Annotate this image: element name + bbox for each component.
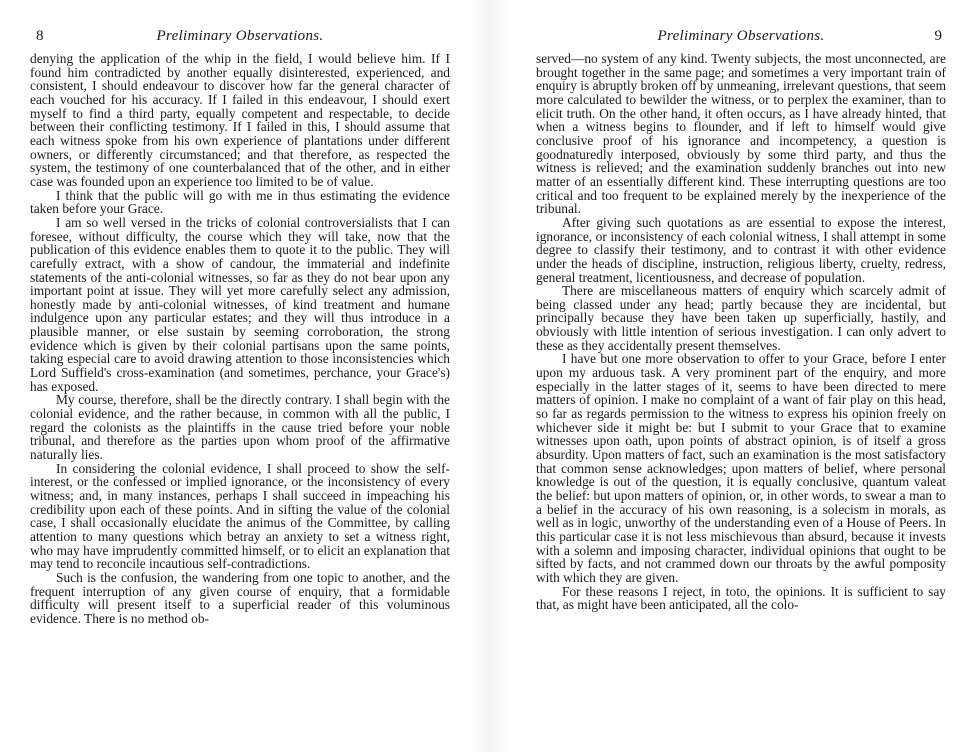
- paragraph: After giving such quotations as are essential to expose the interest, ignorance, or inconsistency of each colonial witness, I shall attempt in some degree to classify their testimony, and to contrast it with other evidence under the heads of discipline, instruction, religious liberty, cruelty, redress, general treatment, licentiousness, and decrease of population.: [536, 214, 946, 285]
- paragraph: My course, therefore, shall be the directly contrary. I shall begin with the colonial evidence, and the rather because, in common with all the public, I regard the colonists as the plaintiffs in the cause tried before your noble tribunal, and therefore as the parties upon whom proof of the affirmative naturally lies.: [30, 392, 450, 463]
- left-page-body: [30, 52, 450, 626]
- right-page: [536, 0, 946, 752]
- paragraph: Such is the confusion, the wandering from one topic to another, and the frequent interruption of any given course of enquiry, that a formidable difficulty will present itself to a superficial reader of this voluminous evidence. There is no method ob-: [30, 569, 450, 626]
- running-head: Preliminary Observations.: [657, 28, 825, 44]
- paragraph: I have but one more observation to offer to your Grace, before I enter upon my arduous task. A very prominent part of the enquiry, and more especially in the latter stages of it, seems to have been directed to mere matters of opinion. I make no complaint of a want of fair play on this head, so far as regards permission to the witness to express his opinion freely on whichever side it might be: but I submit to your Grace that to examine witnesses upon oath, upon points of abstract opinion, is of itself a gross absurdity. Upon matters of fact, such an examination is the most satisfactory that common sense acknowledges; upon matters of belief, where personal knowledge is out of the question, it is equally conclusive, quantum valeat the belief: but upon matters of opinion, or, in other words, to swear a man to a belief in the accuracy of his own reasoning, is a solecism in morals, as well as in logic, unworthy of the understanding even of a House of Peers. In this particular case it is not less mischievous than absurd, because it invests with a solemn and imposing character, individual opinions that ought to be sifted by facts, and not crammed down our throats by the awful pomposity with which they are given.: [536, 351, 946, 585]
- left-page: [30, 0, 450, 752]
- paragraph: denying the application of the whip in the field, I would believe him. If I found him contradicted by another equally disinterested, experienced, and consistent, I should endeavour to discover how far the general character of each vouched for his accuracy. If I failed in this endeavour, I should exert myself to find a third party, equally competent and respectable, to decide between their conflicting testimony. If I failed in this, I should assume that each witness spoke from his own experience of plantations under different owners, or differently circumstanced; and that therefore, as respected the system, the testimony of one counterbalanced that of the other, and in either case was founded upon an experience too limited to be of value.: [30, 51, 450, 189]
- paragraph: In considering the colonial evidence, I shall proceed to show the self-interest, or the confessed or implied ignorance, or the inconsistency of every witness; and, in many instances, perhaps I shall succeed in impeaching his credibility upon each of these points. And in sifting the value of the colonial case, I shall occasionally elucidate the animus of the Committee, by calling attention to many questions which betray an anxiety to set a witness right, who may have imprudently committed himself, or to elicit an explanation that may tend to reconcile incautious self-contradictions.: [30, 460, 450, 572]
- page-number: 9: [934, 28, 942, 44]
- right-page-header: [536, 28, 946, 52]
- paragraph: I am so well versed in the tricks of colonial controversialists that I can foresee, without difficulty, the course which they will take, now that the publication of this evidence enables them to quote it to the public. They will carefully extract, with a show of candour, the immaterial and indefinite statements of the anti-colonial witnesses, so far as they do not bear upon any important point at issue. They will yet more carefully select any admission, honestly made by anti-colonial witnesses, of kind treatment and humane indulgence upon any particular estates; and they will thus introduce in a plausible manner, or else sustain by seeming corroboration, the strong evidence which is given by their colonial partisans upon the same points, taking especial care to avoid drawing attention to those inconsistencies which Lord Suffield's cross-examination (and sometimes, perchance, your Grace's) has exposed.: [30, 214, 450, 394]
- paragraph: There are miscellaneous matters of enquiry which scarcely admit of being classed under any head; partly because they are incidental, but principally because they have been taken up superficially, hastily, and obviously with little intention of serious investigation. I can only advert to these as they accidentally present themselves.: [536, 283, 946, 353]
- paragraph: I think that the public will go with me in thus estimating the evidence taken before your Grace.: [30, 187, 450, 217]
- running-head: Preliminary Observations.: [156, 28, 324, 44]
- paragraph: For these reasons I reject, in toto, the opinions. It is sufficient to say that, as might have been anticipated, all the colo-: [536, 583, 946, 613]
- paragraph: served—no system of any kind. Twenty subjects, the most unconnected, are brought together in the same page; and sometimes a very important train of enquiry is abruptly broken off by unmeaning, irrelevant questions, that seem more calculated to bewilder the witness, or to perplex the examiner, than to elicit truth. On the other hand, it often occurs, as I have already hinted, that when a witness begins to flounder, and if left to himself would give conclusive proof of his ignorance and incompetency, a question is goodnaturedly interposed, obviously by some third party, and thus the witness is relieved; and the examination suddenly branches out into new matter of an essentially different kind. These interrupting questions are too critical and too frequent to be explained merely by the inexperience of the tribunal.: [536, 51, 946, 217]
- left-page-header: [30, 28, 450, 52]
- right-page-body: [536, 52, 946, 612]
- book-gutter: [470, 0, 510, 752]
- page-number: 8: [36, 28, 44, 44]
